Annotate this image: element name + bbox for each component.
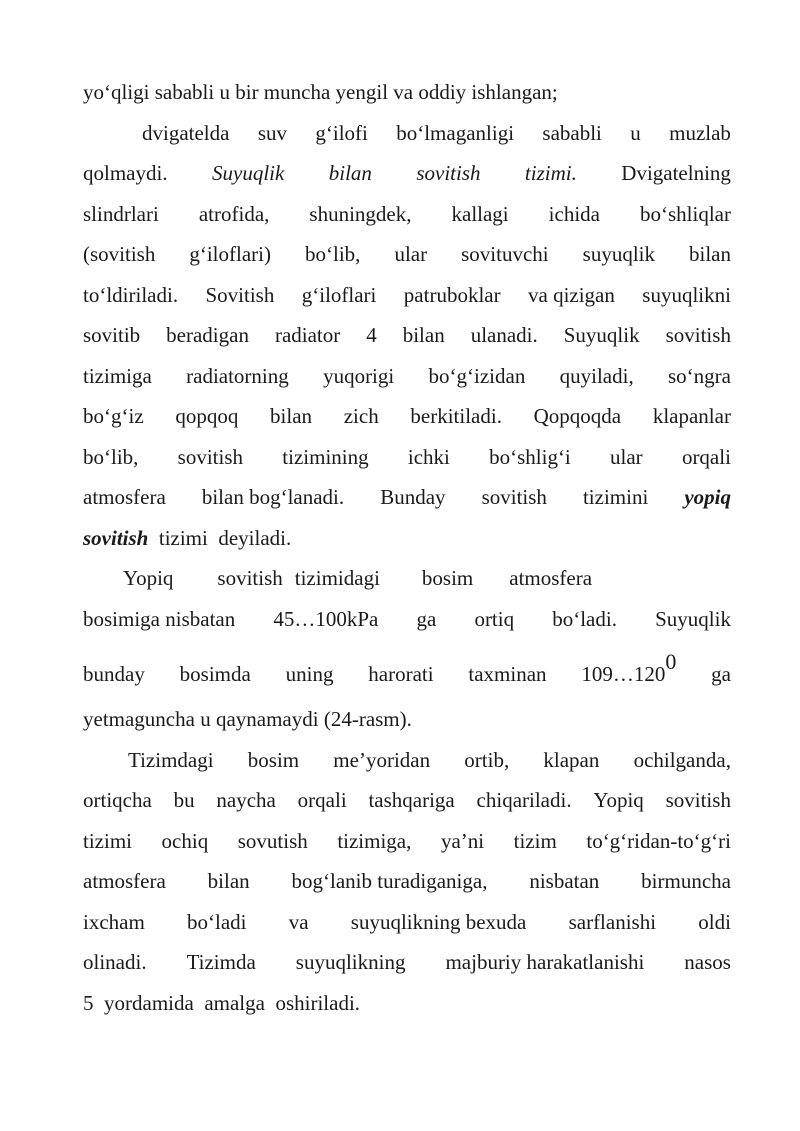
word: olinadi.: [83, 950, 147, 974]
word: quyiladi,: [559, 363, 634, 388]
text-line: [83, 639, 731, 699]
word: kallagi: [451, 201, 509, 226]
word: tizimiga: [83, 363, 152, 388]
word: Yopiq: [593, 788, 644, 812]
word: bilan: [207, 869, 250, 893]
word: bo‘shliqlar: [640, 201, 731, 226]
word: yordamida: [104, 990, 194, 1015]
word: bo‘ladi.: [552, 606, 617, 631]
word: orqali: [297, 788, 347, 812]
word: nasos: [684, 950, 731, 974]
word: tizimi.: [524, 161, 577, 185]
word: tizimiga,: [337, 828, 412, 853]
word: birmuncha: [641, 869, 731, 893]
word: ya’ni: [440, 828, 485, 853]
word: ga: [711, 662, 731, 686]
word: 5: [83, 990, 94, 1015]
word: deyiladi.: [218, 525, 292, 550]
word: klapanlar: [652, 404, 731, 428]
text-line: [83, 821, 731, 862]
word: suyuqlikning: [295, 950, 406, 974]
word: to‘ldiriladi.: [83, 282, 179, 307]
document-page: [83, 72, 731, 1023]
word: ortiq: [474, 606, 515, 631]
word: bo‘g‘izidan: [428, 363, 526, 388]
word: chiqariladi.: [476, 788, 572, 812]
word: sababli: [542, 120, 602, 145]
word: bilan: [689, 242, 731, 266]
word: suyuqlik: [582, 242, 655, 266]
text-line: [83, 477, 731, 518]
word: suyuqlikni: [642, 282, 731, 307]
word: sovitish: [217, 566, 283, 590]
word: patruboklar: [403, 282, 501, 307]
word: bo‘shlig‘i: [489, 444, 571, 469]
word: sarflanishi: [568, 909, 657, 934]
word: radiatorning: [186, 363, 289, 388]
word: atrofida,: [198, 201, 270, 226]
word: bunday: [83, 662, 145, 686]
word: g‘ilofi: [315, 120, 368, 145]
text-line: [83, 861, 731, 902]
word: tizimi: [158, 525, 208, 550]
word: ichida: [548, 201, 600, 226]
word: qolmaydi.: [83, 161, 168, 185]
word: bilan bog‘lanadi.: [201, 485, 345, 509]
word: taxminan: [468, 662, 547, 686]
word: so‘ngra: [668, 363, 731, 388]
word: harorati: [368, 662, 434, 686]
word: bosim: [421, 566, 474, 590]
text-line: [83, 518, 731, 559]
word: bo‘g‘iz: [83, 404, 144, 428]
word: bosimda: [179, 662, 251, 686]
text-line: [83, 699, 731, 740]
word: sovitish: [83, 525, 149, 550]
word: ulanadi.: [470, 323, 538, 347]
word: sovitish: [665, 323, 731, 347]
word: Suyuqlik: [655, 606, 731, 631]
word: bilan: [270, 404, 313, 428]
word: tizimini: [582, 485, 649, 509]
word: klapan: [543, 747, 600, 772]
word: Tizimda: [186, 950, 256, 974]
text-line: [83, 942, 731, 983]
word: bilan: [402, 323, 445, 347]
text-line: [83, 780, 731, 821]
word: va: [288, 909, 309, 934]
word: Tizimdagi: [128, 747, 214, 772]
word: Dvigatelning: [621, 161, 731, 185]
word: 4: [366, 323, 377, 347]
word: g‘iloflari: [301, 282, 377, 307]
word: Qopqoqda: [533, 404, 622, 428]
word: uning: [285, 662, 334, 686]
word: g‘iloflari): [189, 242, 271, 266]
word: radiator: [274, 323, 341, 347]
text-line: [83, 234, 731, 275]
word: yopiq: [684, 485, 731, 509]
word: Yopiq: [123, 566, 174, 590]
word: tizimining: [282, 444, 369, 469]
word: bo‘lmaganligi: [396, 120, 515, 145]
word: suyuqlikning bexuda: [350, 909, 527, 934]
word: atmosfera: [83, 485, 166, 509]
word: bilan: [328, 161, 372, 185]
text-line: [83, 740, 731, 781]
word: atmosfera: [509, 566, 593, 590]
text-line: [83, 437, 731, 478]
word: sovitish: [481, 485, 547, 509]
word: amalga: [204, 990, 265, 1015]
word: bog‘lanib turadiganiga,: [291, 869, 488, 893]
text-line: [83, 599, 731, 640]
word: (sovitish: [83, 242, 156, 266]
word: tashqariga: [368, 788, 455, 812]
word: nisbatan: [529, 869, 600, 893]
text-line: [83, 113, 731, 154]
word: ortiqcha: [83, 788, 152, 812]
text-line: [83, 194, 731, 235]
word: Suyuqlik: [563, 323, 640, 347]
text-line: [83, 983, 731, 1024]
word: u: [630, 120, 641, 145]
word: 109…120: [581, 662, 666, 686]
word: sovitish: [416, 161, 481, 185]
word: Suyuqlik: [212, 161, 285, 185]
word: Sovitish: [205, 282, 275, 307]
word: qopqoq: [175, 404, 239, 428]
word: va qizigan: [528, 282, 615, 307]
word: yuqorigi: [323, 363, 395, 388]
word: slindrlari: [83, 201, 159, 226]
word: to‘g‘ridan-to‘g‘ri: [586, 828, 731, 853]
word: bo‘lib,: [83, 444, 139, 469]
word: ochiq: [161, 828, 209, 853]
word: bo‘lib,: [305, 242, 361, 266]
word: Bunday: [380, 485, 446, 509]
word: ular: [394, 242, 428, 266]
word: ichki: [407, 444, 450, 469]
word: ular: [610, 444, 643, 469]
word: bu: [173, 788, 195, 812]
word: sovitish: [177, 444, 244, 469]
text-line: [83, 153, 731, 194]
text-line: [83, 396, 731, 437]
word: atmosfera: [83, 869, 166, 893]
word: tizimi: [83, 828, 132, 853]
word: shuningdek,: [309, 201, 412, 226]
text-line: [83, 275, 731, 316]
text-line: [83, 558, 731, 599]
word: bo‘ladi: [187, 909, 247, 934]
word: orqali: [681, 444, 731, 469]
word: oldi: [698, 909, 731, 934]
text-line: [83, 902, 731, 943]
word: bosimiga nisbatan: [83, 606, 236, 631]
word: tizimidagi: [294, 566, 380, 590]
word: bosim: [247, 747, 300, 772]
word: me’yoridan: [333, 747, 431, 772]
text-line: [83, 72, 731, 113]
word: ochilganda,: [633, 747, 731, 772]
word: naycha: [216, 788, 276, 812]
word: dvigatelda: [142, 120, 230, 145]
word: sovitish: [665, 788, 731, 812]
word: zich: [343, 404, 379, 428]
word: 45…100kPa: [273, 606, 379, 631]
word: sovutish: [237, 828, 308, 853]
word: ga: [416, 606, 437, 631]
word: yetmaguncha u qaynamaydi (24-rasm).: [83, 707, 412, 731]
word: beradigan: [166, 323, 249, 347]
word: ixcham: [83, 909, 145, 934]
word: ortib,: [464, 747, 510, 772]
degree-superscript: 0: [665, 649, 677, 674]
word: majburiy harakatlanishi: [445, 950, 645, 974]
word: muzlab: [669, 120, 731, 145]
text-line: [83, 315, 731, 356]
word: sovitib: [83, 323, 141, 347]
word: tizim: [513, 828, 557, 853]
word: [581, 639, 676, 699]
text-line: [83, 356, 731, 397]
word: yo‘qligi sababli u bir muncha yengil va oddiy ishlangan;: [83, 80, 558, 104]
word: sovituvchi: [461, 242, 549, 266]
word: oshiriladi.: [275, 990, 361, 1015]
word: berkitiladi.: [410, 404, 502, 428]
word: suv: [257, 120, 288, 145]
